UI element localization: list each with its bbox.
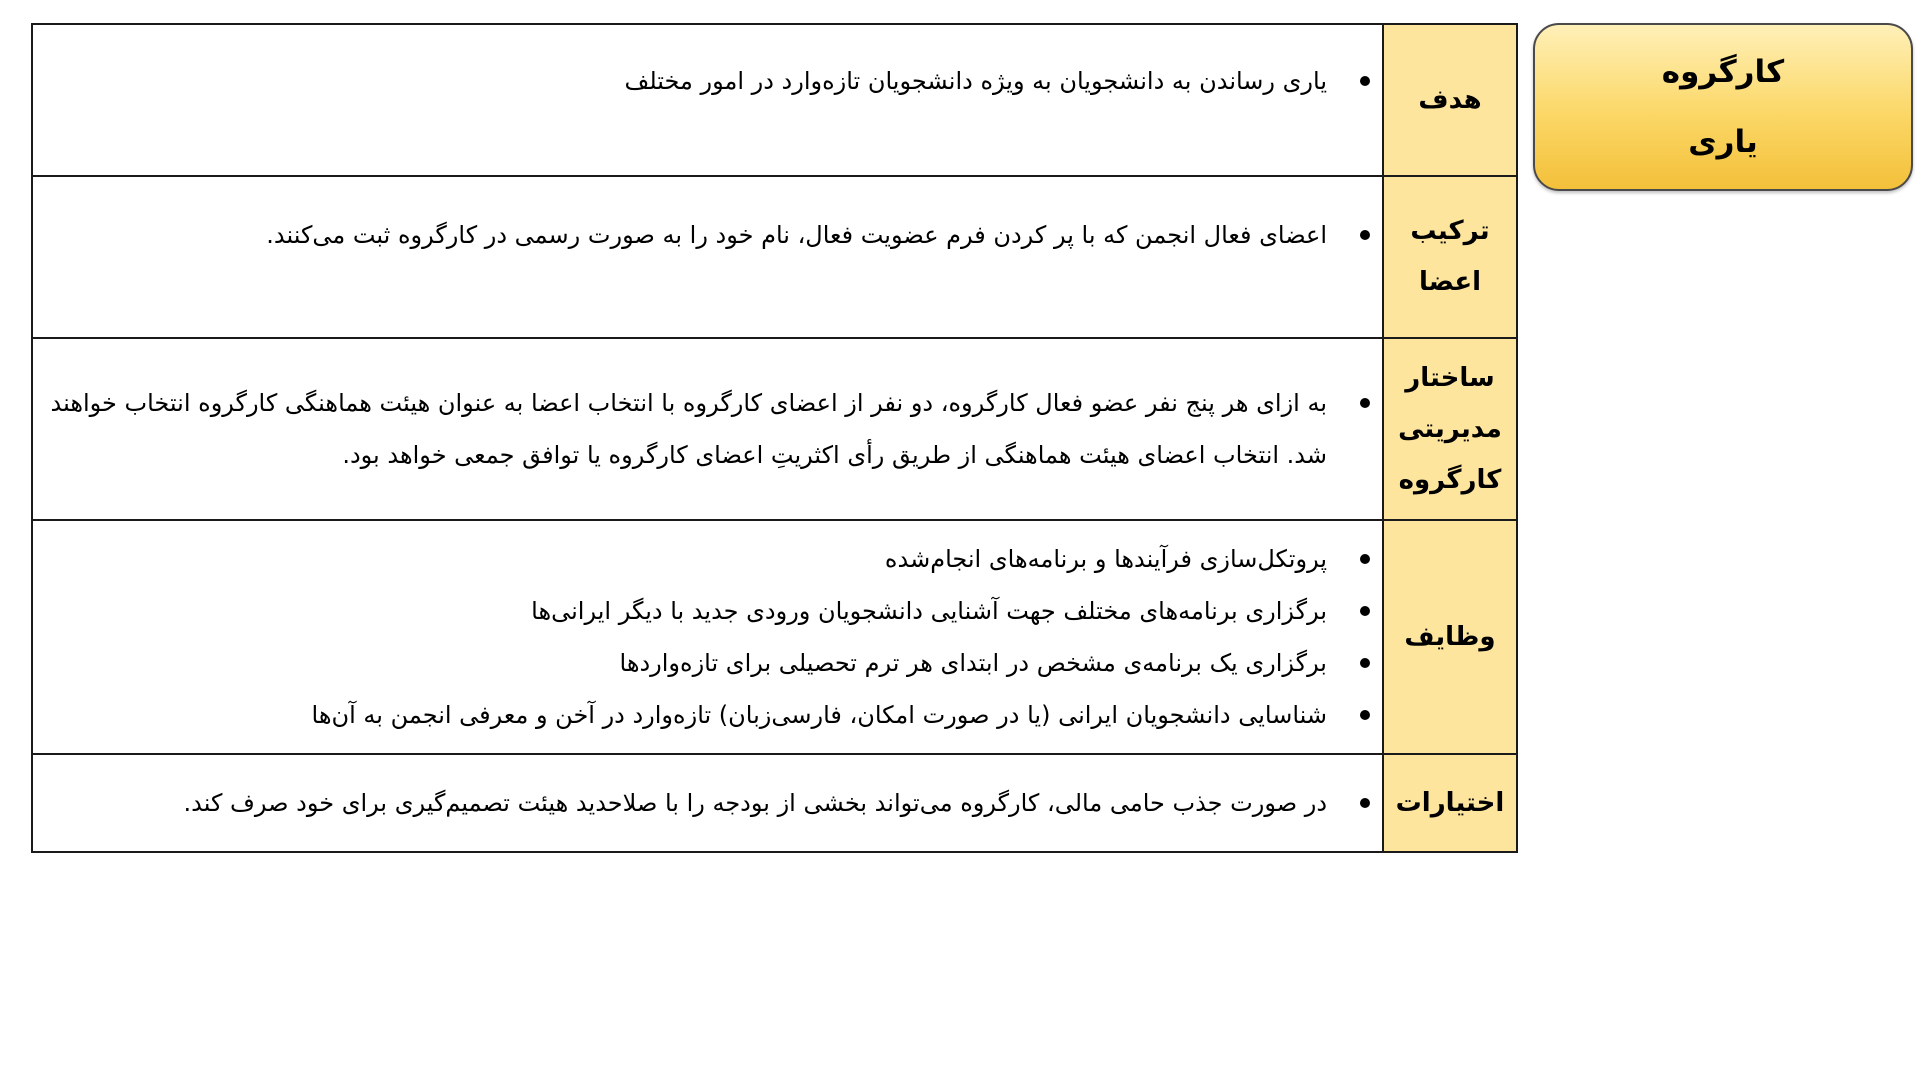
bullet-list: [33, 55, 1382, 107]
row-label-line: هدف: [1418, 84, 1482, 115]
badge-title-line-2: یاری: [1688, 124, 1758, 160]
table-row-authority: [32, 754, 1517, 852]
row-content-duties: [32, 520, 1383, 754]
badge-title-line-1: کارگروه: [1661, 54, 1785, 90]
row-label-line: وظایف: [1404, 621, 1496, 652]
row-label-membership: [1383, 176, 1517, 338]
row-label-line: اختیارات: [1395, 787, 1505, 818]
row-label-line: کارگروه: [1398, 464, 1502, 495]
table-row-membership: [32, 176, 1517, 338]
bullet-list: [33, 533, 1382, 741]
row-label-line: ساختار: [1405, 362, 1495, 393]
row-content-goal: [32, 24, 1383, 176]
workgroup-title-badge: [1533, 23, 1913, 191]
list-item: پروتکل‌سازی فرآیندها و برنامه‌های انجام‌شده: [33, 533, 1382, 585]
list-item: اعضای فعال انجمن که با پر کردن فرم عضویت فعال، نام خود را به صورت رسمی در کارگروه ثبت می‌کنند.: [33, 209, 1382, 261]
row-label-authority: [1383, 754, 1517, 852]
list-item: به ازای هر پنج نفر عضو فعال کارگروه، دو نفر از اعضای کارگروه با انتخاب اعضا به عنوان هیئت هماهنگی کارگروه انتخاب خواهند شد. انتخاب اعضای هیئت هماهنگی از طریق رأی اکثریتِ اعضای کارگروه یا توافق جمعی خواهد بود.: [33, 377, 1382, 481]
list-item: برگزاری یک برنامه‌ی مشخص در ابتدای هر ترم تحصیلی برای تازه‌واردها: [33, 637, 1382, 689]
list-item: در صورت جذب حامی مالی، کارگروه می‌تواند بخشی از بودجه را با صلاحدید هیئت تصمیم‌گیری برای خود صرف کند.: [33, 777, 1382, 829]
row-label-management-structure: [1383, 338, 1517, 520]
workgroup-info-table: [31, 23, 1518, 853]
list-item: برگزاری برنامه‌های مختلف جهت آشنایی دانشجویان ورودی جدید با دیگر ایرانی‌ها: [33, 585, 1382, 637]
row-label-duties: [1383, 520, 1517, 754]
table-row-goal: [32, 24, 1517, 176]
row-label-line: مدیریتی: [1398, 413, 1502, 444]
bullet-list: [33, 209, 1382, 261]
list-item: شناسایی دانشجویان ایرانی (یا در صورت امکان، فارسی‌زبان) تازه‌وارد در آخن و معرفی انجمن به آن‌ها: [33, 689, 1382, 741]
row-label-line: اعضا: [1418, 267, 1482, 297]
table-row-duties: [32, 520, 1517, 754]
row-label-goal: [1383, 24, 1517, 176]
row-content-membership: [32, 176, 1383, 338]
bullet-list: [33, 777, 1382, 829]
table-row-management-structure: [32, 338, 1517, 520]
list-item: یاری رساندن به دانشجویان به ویژه دانشجویان تازه‌وارد در امور مختلف: [33, 55, 1382, 107]
row-content-authority: [32, 754, 1383, 852]
bullet-list: [33, 377, 1382, 481]
row-label-line: ترکیب: [1410, 216, 1490, 246]
row-content-management-structure: [32, 338, 1383, 520]
